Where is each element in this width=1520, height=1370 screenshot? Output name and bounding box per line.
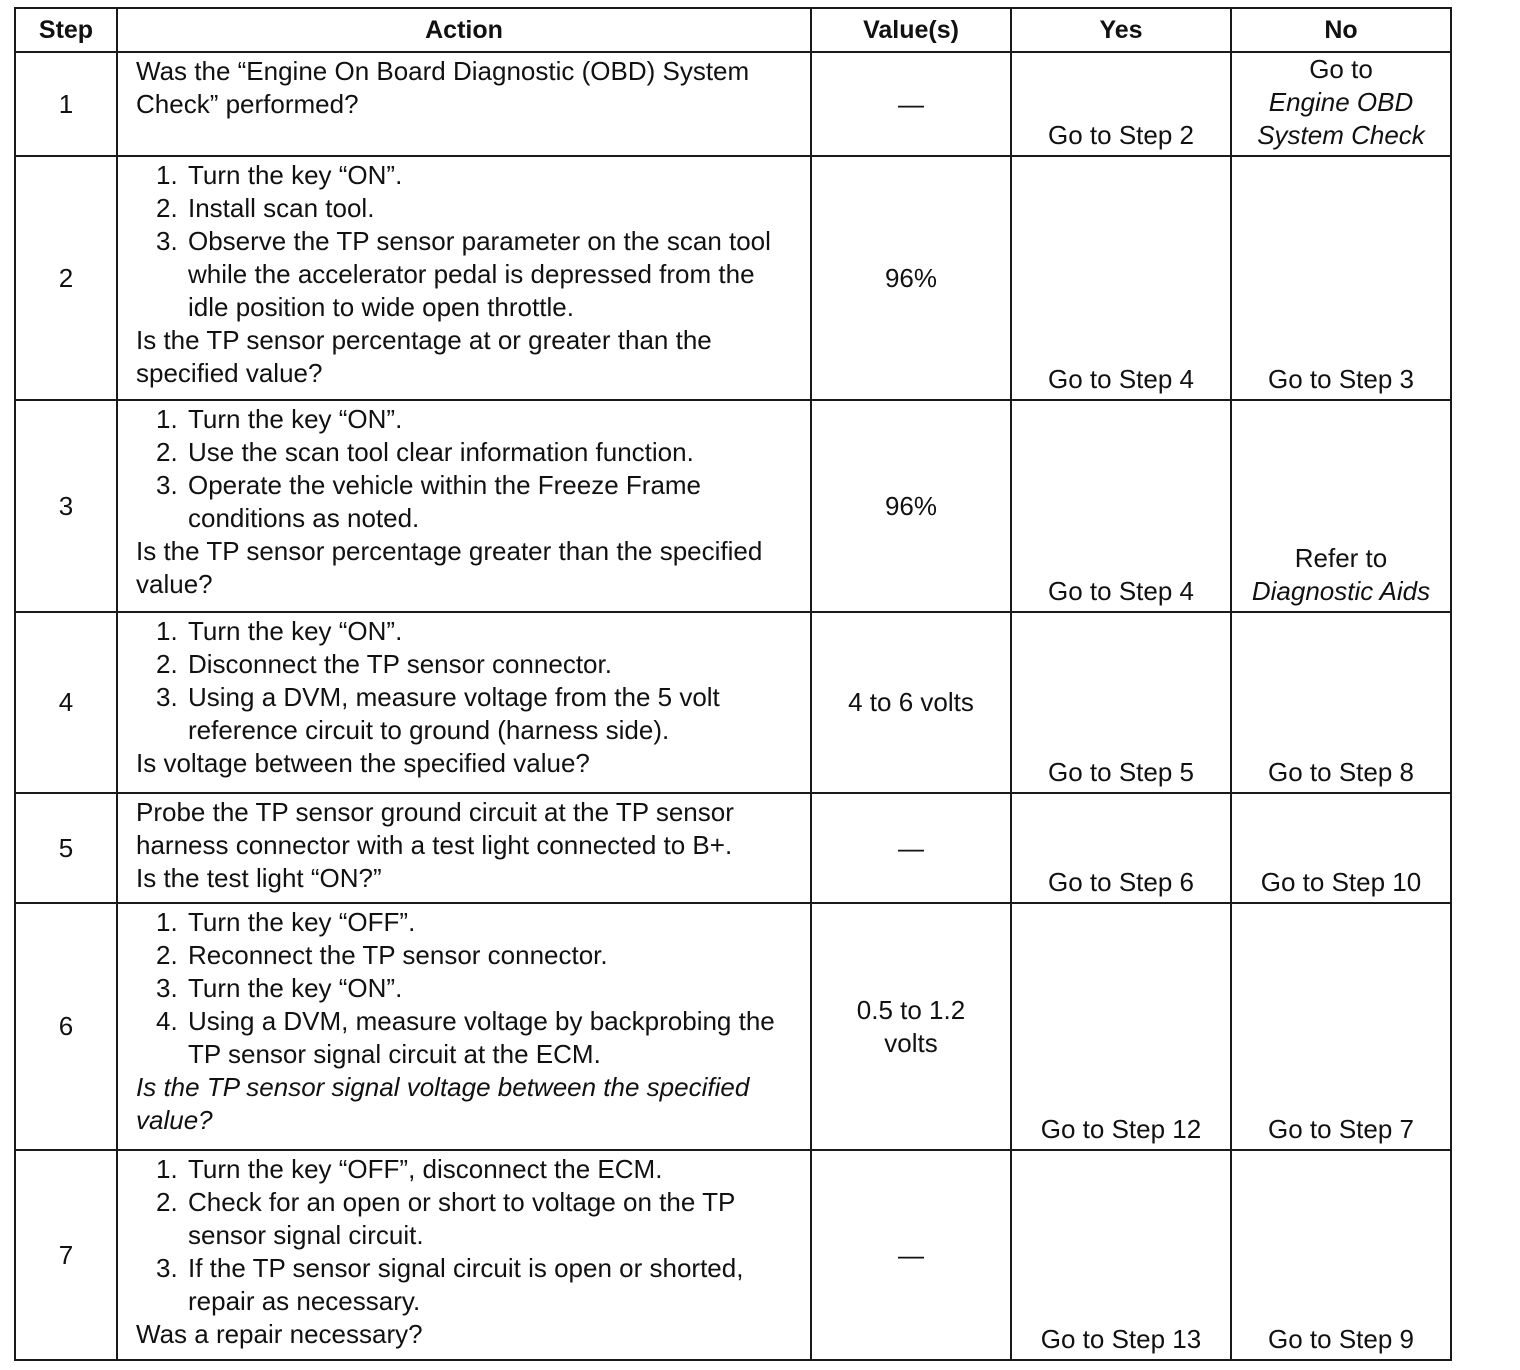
action-cell [117, 793, 811, 903]
action-steps [136, 615, 802, 747]
yes-result: Go to Step 5 [1011, 612, 1231, 793]
no-result-text: Go to Step 7 [1268, 1114, 1414, 1144]
action-step-item [136, 615, 802, 648]
action-cell [117, 903, 811, 1150]
header-action: Action [117, 8, 811, 52]
action-step-text: Turn the key “ON”. [188, 160, 403, 190]
step-number: 4 [15, 612, 117, 793]
yes-result: Go to Step 4 [1011, 156, 1231, 400]
action-step-text: Use the scan tool clear information function. [188, 437, 694, 467]
action-step-number: 2. [156, 437, 178, 467]
action-step-text: Operate the vehicle within the Freeze Frame conditions as noted. [188, 470, 702, 533]
step-number: 6 [15, 903, 117, 1150]
no-result [1231, 52, 1451, 156]
action-step-number: 1. [156, 1154, 178, 1184]
action-step-text: Observe the TP sensor parameter on the scan tool while the accelerator pedal is depressed from the idle position to wide open throttle. [188, 226, 771, 322]
action-step-item [136, 939, 802, 972]
header-row [15, 8, 1451, 52]
action-step-item [136, 1153, 802, 1186]
action-question: Is voltage between the specified value? [136, 748, 590, 778]
no-result-text: Go to Step 3 [1268, 364, 1414, 394]
no-result-text: Go to [1309, 54, 1373, 84]
table-row [15, 400, 1451, 612]
no-result [1231, 156, 1451, 400]
header-values: Value(s) [811, 8, 1011, 52]
header-step: Step [15, 8, 117, 52]
action-step-text: Turn the key “ON”. [188, 616, 403, 646]
action-step-text: If the TP sensor signal circuit is open or shorted, repair as necessary. [188, 1253, 744, 1316]
value-cell: — [811, 793, 1011, 903]
action-step-number: 3. [156, 973, 178, 1003]
no-result-text: Go to Step 10 [1260, 867, 1422, 897]
header-yes: Yes [1011, 8, 1231, 52]
action-step-text: Turn the key “OFF”, disconnect the ECM. [188, 1154, 663, 1184]
no-result-reference: Diagnostic Aids [1251, 576, 1431, 606]
yes-result: Go to Step 13 [1011, 1150, 1231, 1360]
action-cell [117, 1150, 811, 1360]
action-cell [117, 612, 811, 793]
action-step-item [136, 1005, 802, 1071]
value-cell: 0.5 to 1.2 volts [811, 903, 1011, 1150]
value-cell: — [811, 52, 1011, 156]
no-result [1231, 612, 1451, 793]
value-cell: 96% [811, 400, 1011, 612]
action-step-item [136, 225, 802, 324]
action-step-item [136, 681, 802, 747]
action-step-item [136, 1186, 802, 1252]
action-question: Is the TP sensor percentage greater than the specified value? [136, 536, 763, 599]
action-step-text: Reconnect the TP sensor connector. [188, 940, 608, 970]
action-steps [136, 159, 802, 324]
action-cell [117, 52, 811, 156]
action-step-item [136, 436, 802, 469]
yes-result: Go to Step 12 [1011, 903, 1231, 1150]
action-step-item [136, 648, 802, 681]
yes-result: Go to Step 4 [1011, 400, 1231, 612]
table-row [15, 793, 1451, 903]
diagnostic-table [14, 7, 1452, 1361]
yes-result: Go to Step 6 [1011, 793, 1231, 903]
action-step-number: 2. [156, 1187, 178, 1217]
action-step-number: 1. [156, 616, 178, 646]
action-step-item [136, 192, 802, 225]
value-cell: 96% [811, 156, 1011, 400]
action-step-text: Turn the key “OFF”. [188, 907, 416, 937]
action-step-number: 1. [156, 404, 178, 434]
step-number: 3 [15, 400, 117, 612]
action-cell [117, 156, 811, 400]
action-step-text: Turn the key “ON”. [188, 973, 403, 1003]
action-step-number: 2. [156, 940, 178, 970]
action-step-number: 4. [156, 1006, 178, 1036]
action-step-text: Using a DVM, measure voltage by backprobing the TP sensor signal circuit at the ECM. [188, 1006, 775, 1069]
action-steps [136, 1153, 802, 1318]
step-number: 7 [15, 1150, 117, 1360]
action-step-number: 3. [156, 470, 178, 500]
action-steps [136, 906, 802, 1071]
action-step-number: 2. [156, 193, 178, 223]
table-row [15, 156, 1451, 400]
action-step-item [136, 469, 802, 535]
yes-result: Go to Step 2 [1011, 52, 1231, 156]
no-result [1231, 903, 1451, 1150]
action-step-number: 2. [156, 649, 178, 679]
action-question: Is the test light “ON?” [136, 863, 382, 893]
action-intro: Was the “Engine On Board Diagnostic (OBD) System Check” performed? [136, 56, 750, 119]
action-step-text: Using a DVM, measure voltage from the 5 volt reference circuit to ground (harness side). [188, 682, 720, 745]
action-question: Is the TP sensor signal voltage between the specified value? [136, 1072, 750, 1135]
no-result-text: Go to Step 8 [1268, 757, 1414, 787]
no-result-text: Refer to [1294, 543, 1388, 573]
action-cell [117, 400, 811, 612]
action-step-item [136, 906, 802, 939]
action-intro: Probe the TP sensor ground circuit at the TP sensor harness connector with a test light connected to B+. [136, 797, 734, 860]
action-step-number: 3. [156, 682, 178, 712]
action-step-text: Disconnect the TP sensor connector. [188, 649, 612, 679]
action-question: Is the TP sensor percentage at or greater than the specified value? [136, 325, 712, 388]
no-result-text: Go to Step 9 [1268, 1324, 1414, 1354]
action-step-text: Check for an open or short to voltage on the TP sensor signal circuit. [188, 1187, 735, 1250]
no-result [1231, 1150, 1451, 1360]
table-row [15, 903, 1451, 1150]
action-step-number: 1. [156, 160, 178, 190]
value-cell: — [811, 1150, 1011, 1360]
action-step-item [136, 403, 802, 436]
action-step-item [136, 159, 802, 192]
action-step-item [136, 972, 802, 1005]
step-number: 2 [15, 156, 117, 400]
step-number: 1 [15, 52, 117, 156]
action-steps [136, 403, 802, 535]
no-result [1231, 793, 1451, 903]
value-cell: 4 to 6 volts [811, 612, 1011, 793]
action-step-text: Turn the key “ON”. [188, 404, 403, 434]
no-result-reference: Engine OBD System Check [1257, 87, 1425, 150]
action-step-number: 3. [156, 226, 178, 256]
no-result [1231, 400, 1451, 612]
action-step-item [136, 1252, 802, 1318]
table-row [15, 52, 1451, 156]
step-number: 5 [15, 793, 117, 903]
header-no: No [1231, 8, 1451, 52]
action-question: Was a repair necessary? [136, 1319, 423, 1349]
action-step-number: 1. [156, 907, 178, 937]
table-row [15, 1150, 1451, 1360]
action-step-number: 3. [156, 1253, 178, 1283]
action-step-text: Install scan tool. [188, 193, 375, 223]
table-row [15, 612, 1451, 793]
